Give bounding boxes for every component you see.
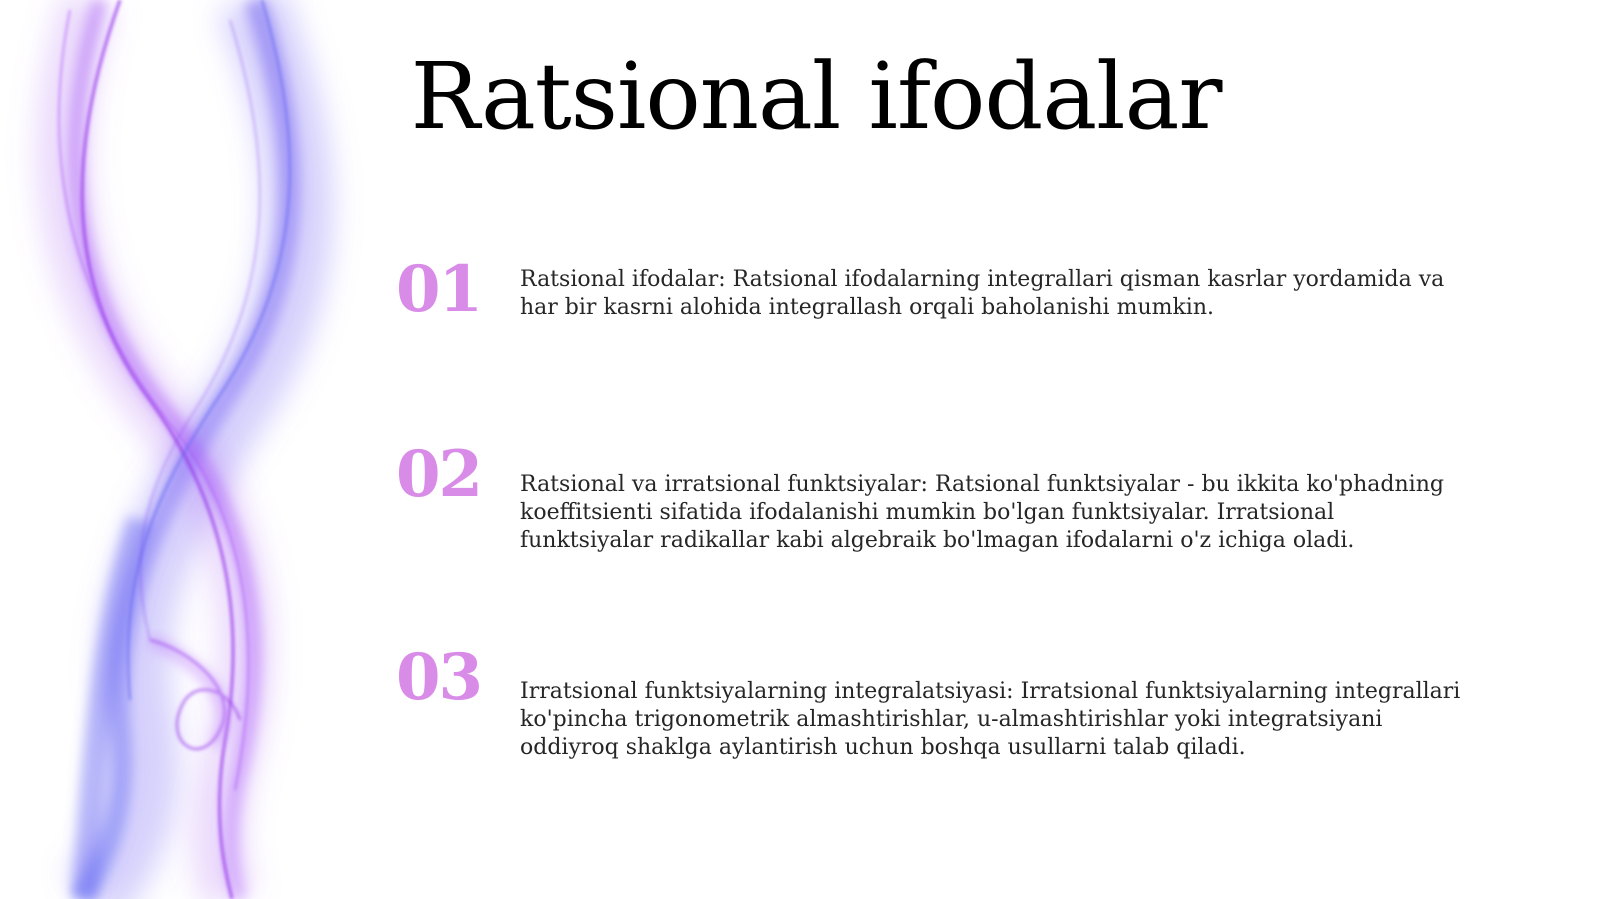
item-text-03: Irratsional funktsiyalarning integralatsiyasi: Irratsional funktsiyalarning integrallari ko'pincha trigonometrik almashtirishlar, u-almashtirishlar yoki integratsiyani oddiyroq shaklga aylantirish uchun boshqa usullarni talab qiladi. xyxy=(520,679,1461,760)
item-text-02: Ratsional va irratsional funktsiyalar: Ratsional funktsiyalar - bu ikkita ko'phadning koeffitsienti sifatida ifodalanishi mumkin bo'lgan funktsiyalar. Irratsional funktsiyalar radikallar kabi algebraik bo'lmagan ifodalarni o'z ichiga oladi. xyxy=(520,472,1444,553)
item-number-02: 02 xyxy=(396,437,482,512)
slide-title: Ratsional ifodalar xyxy=(410,43,1222,150)
item-number-03: 03 xyxy=(396,640,482,715)
item-text-01: Ratsional ifodalar: Ratsional ifodalarning integrallari qisman kasrlar yordamida va har bir kasrni alohida integrallash orqali baholanishi mumkin. xyxy=(520,267,1445,320)
item-number-01: 01 xyxy=(396,252,482,327)
